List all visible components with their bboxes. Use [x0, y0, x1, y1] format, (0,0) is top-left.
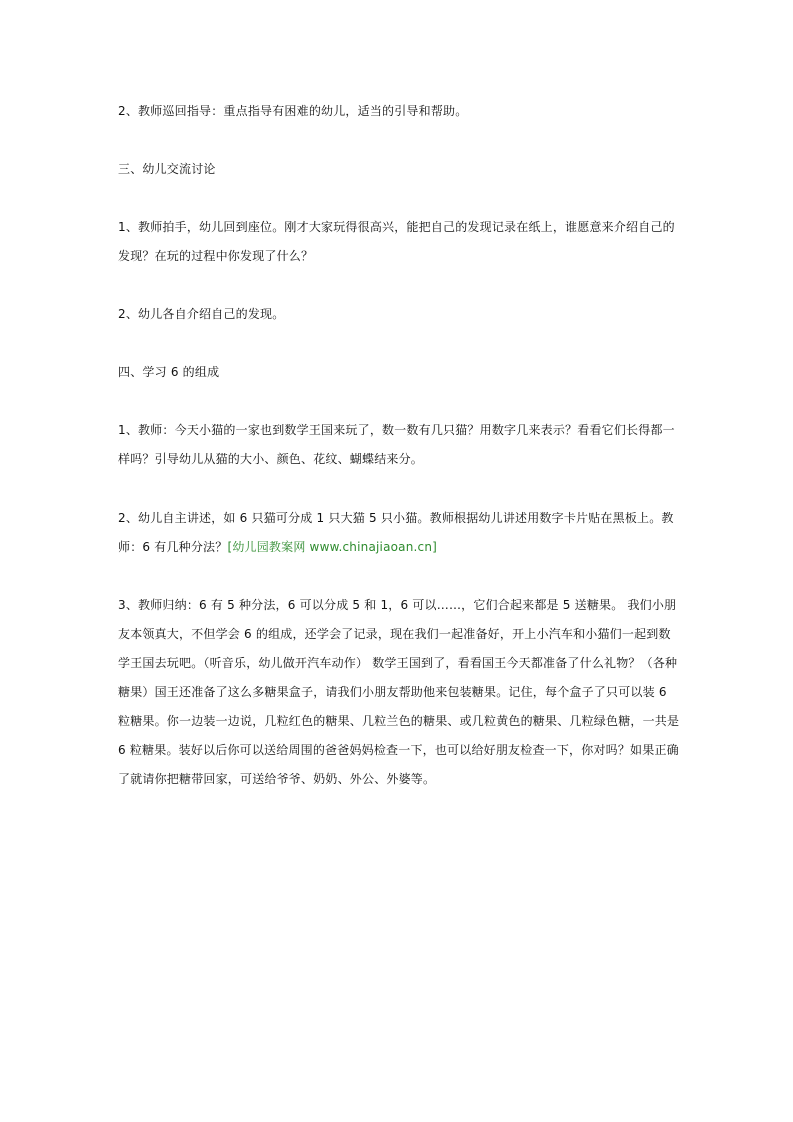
paragraph-children-introduce: 2、幼儿各自介绍自己的发现。 — [118, 307, 285, 321]
paragraph-kitten-family: 1、教师：今天小猫的一家也到数学王国来玩了，数一数有几只猫？用数字几来表示？看看它们长得都一样吗？引导幼儿从猫的大小、颜色、花纹、蝴蝶结来分。 — [118, 423, 675, 466]
paragraph-teacher-guidance: 2、教师巡回指导：重点指导有困难的幼儿，适当的引导和帮助。 — [118, 104, 468, 118]
paragraph-children-narrate — [118, 504, 680, 562]
paragraph-teacher-claps: 1、教师拍手，幼儿回到座位。刚才大家玩得很高兴，能把自己的发现记录在纸上，谁愿意来介绍自己的发现？在玩的过程中你发现了什么？ — [118, 220, 675, 263]
website-link[interactable]: [幼儿园教案网 www.chinajiaoan.cn] — [227, 540, 438, 554]
section-heading-learn-six: 四、学习 6 的组成 — [118, 365, 220, 379]
section-heading-discussion: 三、幼儿交流讨论 — [118, 162, 216, 176]
paragraph-teacher-summary: 3、教师归纳：6 有 5 种分法，6 可以分成 5 和 1，6 可以……，它们合起来都是 5 送糖果。 我们小朋友本领真大，不但学会 6 的组成，还学会了记录，现在我们一起准备好，开上小汽车和小猫们一起到数学王国去玩吧。（听音乐，幼儿做开汽车动作） 数学王国到了，看看国王今天都准备了什么礼物？（各种糖果）国王还准备了这么多糖果盒子，请我们小朋友帮助他来包装糖果。记住，每个盒子了只可以装 6 粒糖果。你一边装一边说，几粒红色的糖果、几粒兰色的糖果、或几粒黄色的糖果、几粒绿色糖，一共是 6 粒糖果。装好以后你可以送给周围的爸爸妈妈检查一下，也可以给好朋友检查一下，你对吗？如果正确了就请你把糖带回家，可送给爷爷、奶奶、外公、外婆等。 — [118, 598, 680, 786]
paragraph-children-narrate-text: 2、幼儿自主讲述，如 6 只猫可分成 1 只大猫 5 只小猫。教师根据幼儿讲述用数字卡片贴在黑板上。教师：6 有几种分法？ — [118, 511, 674, 554]
